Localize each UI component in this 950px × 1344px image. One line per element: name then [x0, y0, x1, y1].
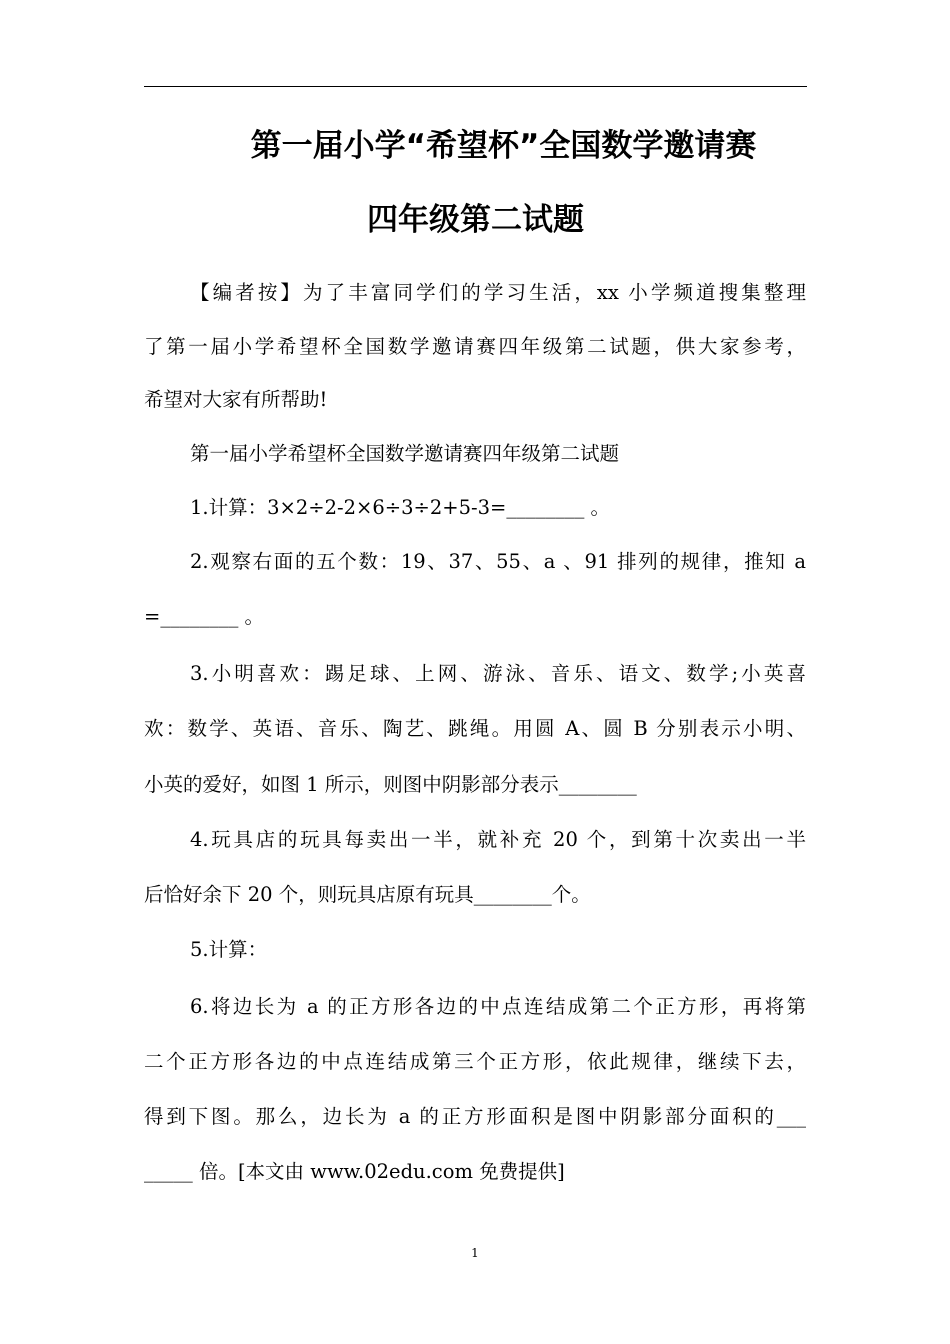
question-4-line-2: 后恰好余下 20 个，则玩具店原有玩具________个。	[144, 883, 591, 906]
section-heading: 第一届小学希望杯全国数学邀请赛四年级第二试题	[190, 442, 620, 465]
question-6-line-3: 得到下图。那么，边长为 a 的正方形面积是图中阴影部分面积的___	[144, 1105, 806, 1128]
document-title-line-2: 四年级第二试题	[367, 202, 584, 238]
question-2-line-2: =________ 。	[144, 605, 265, 628]
header-rule	[144, 86, 807, 87]
question-3-line-1: 3.小明喜欢：踢足球、上网、游泳、音乐、语文、数学;小英喜	[190, 662, 806, 685]
question-4-line-1: 4.玩具店的玩具每卖出一半，就补充 20 个，到第十次卖出一半	[190, 828, 806, 851]
document-title-line-1: 第一届小学“希望杯”全国数学邀请赛	[250, 128, 757, 164]
question-3-line-3: 小英的爱好，如图 1 所示，则图中阴影部分表示________	[144, 773, 637, 796]
question-1: 1.计算：3×2÷2-2×6÷3÷2+5-3=________ 。	[190, 496, 611, 519]
editor-note-line-3: 希望对大家有所帮助!	[144, 388, 328, 411]
question-2-line-1: 2.观察右面的五个数：19、37、55、a 、91 排列的规律，推知 a	[190, 550, 806, 573]
question-6-line-4: _____ 倍。[本文由 www.02edu.com 免费提供]	[144, 1160, 565, 1183]
editor-note-line-2: 了第一届小学希望杯全国数学邀请赛四年级第二试题，供大家参考，	[144, 335, 806, 358]
question-6-line-1: 6.将边长为 a 的正方形各边的中点连结成第二个正方形，再将第	[190, 995, 806, 1018]
question-5: 5.计算：	[190, 938, 268, 961]
question-3-line-2: 欢：数学、英语、音乐、陶艺、跳绳。用圆 A、圆 B 分别表示小明、	[144, 717, 806, 740]
page-number: 1	[471, 1246, 479, 1260]
question-6-line-2: 二个正方形各边的中点连结成第三个正方形，依此规律，继续下去，	[144, 1050, 806, 1073]
editor-note-line-1: 【编者按】为了丰富同学们的学习生活，xx 小学频道搜集整理	[190, 281, 806, 304]
